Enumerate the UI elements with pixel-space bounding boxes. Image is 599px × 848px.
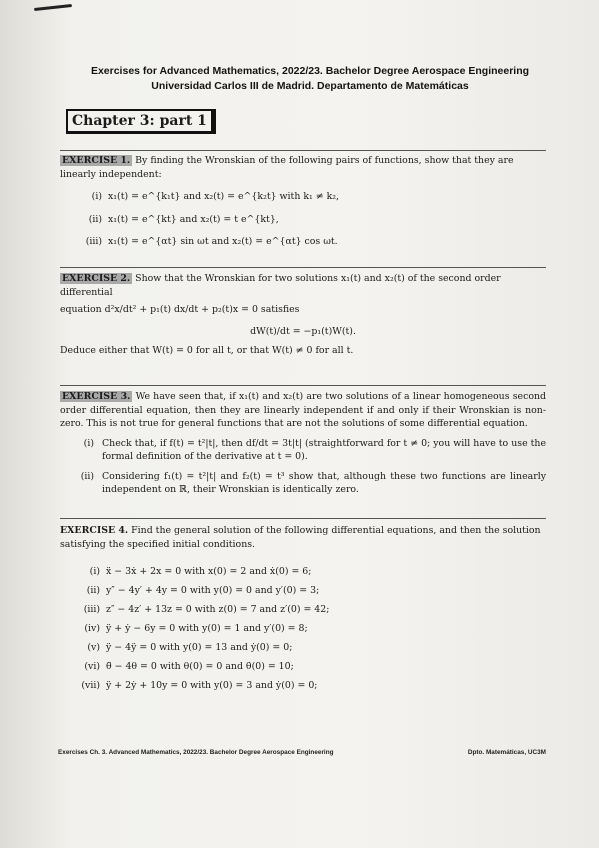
document-header xyxy=(70,64,550,94)
exercise-3-intro xyxy=(60,390,546,431)
item-text: ÿ − 4ÿ = 0 with y(0) = 13 and ẏ(0) = 0; xyxy=(106,642,293,653)
item-label: (iii) xyxy=(85,236,102,247)
item-text: ÿ + ẏ − 6y = 0 with y(0) = 1 and y′(0) = 8; xyxy=(106,623,308,634)
list-item xyxy=(60,600,546,619)
exercise-4-tag: EXERCISE 4. xyxy=(60,525,129,536)
list-item xyxy=(60,676,546,695)
item-label: (iii) xyxy=(83,604,100,615)
exercise-3 xyxy=(60,390,546,503)
exercise-2-conclusion: Deduce either that W(t) = 0 for all t, or that W(t) ≠ 0 for all t. xyxy=(60,345,354,356)
list-item xyxy=(60,638,546,657)
exercise-4-list xyxy=(60,562,546,695)
item-text: x₁(t) = e^{k₁t} and x₂(t) = e^{k₂t} with k₁ ≠ k₂, xyxy=(108,191,340,202)
exercise-1-tag: EXERCISE 1. xyxy=(62,155,131,166)
item-label: (v) xyxy=(87,642,100,653)
item-text: y″ − 4y′ + 4y = 0 with y(0) = 0 and y′(0) = 3; xyxy=(106,585,320,596)
divider xyxy=(60,150,546,151)
exercise-2-tag: EXERCISE 2. xyxy=(62,273,131,284)
item-text: Check that, if f(t) = t²|t|, then df/dt = 3t|t| (straightforward for t ≠ 0; you will have to use the formal definition of the derivative at t = 0). xyxy=(102,437,546,462)
list-item xyxy=(60,581,546,600)
exercise-4 xyxy=(60,524,546,551)
item-label: (i) xyxy=(83,437,94,449)
exercise-2-equation-line xyxy=(60,303,546,317)
item-text: z″ − 4z′ + 13z = 0 with z(0) = 7 and z′(0) = 42; xyxy=(106,604,330,615)
exercise-3-text: We have seen that, if x₁(t) and x₂(t) are two solutions of a linear homogeneous second order differential equation, then they are linearly independent if and only if their Wronskian is non-zero. This is not true for general functions that are not the solutions of some differential equation. xyxy=(60,391,546,429)
differential-equation: d²x/dt² + p₁(t) dx/dt + p₂(t)x = 0 satisfies xyxy=(104,304,300,315)
exercise-2-intro xyxy=(60,272,546,299)
item-label: (vii) xyxy=(81,680,100,691)
list-item xyxy=(60,437,546,464)
pen-stroke-mark xyxy=(34,4,72,11)
list-item xyxy=(60,470,546,497)
list-item xyxy=(60,213,546,227)
exercise-1 xyxy=(60,154,546,253)
item-text: x₁(t) = e^{kt} and x₂(t) = t e^{kt}, xyxy=(108,213,279,225)
footer-left: Exercises Ch. 3. Advanced Mathematics, 2022/23. Bachelor Degree Aerospace Engineering xyxy=(58,749,334,756)
header-line-1: Exercises for Advanced Mathematics, 2022/23. Bachelor Degree Aerospace Engineering xyxy=(90,65,530,77)
item-text: ÿ + 2ẏ + 10y = 0 with y(0) = 3 and ẏ(0) = 0; xyxy=(106,680,318,691)
item-label: (ii) xyxy=(80,470,94,482)
exercise-4-intro xyxy=(60,524,546,551)
item-label: (iv) xyxy=(84,623,100,634)
list-item xyxy=(60,619,546,638)
item-text: θ̈ − 4θ = 0 with θ(0) = 0 and θ̇(0) = 10; xyxy=(106,661,294,672)
item-label: (i) xyxy=(89,566,100,577)
list-item xyxy=(60,235,546,249)
exercise-1-intro xyxy=(60,154,546,181)
divider xyxy=(60,518,546,519)
divider xyxy=(60,267,546,268)
divider xyxy=(60,385,546,386)
list-item xyxy=(60,562,546,581)
wronskian-identity: dW(t)/dt = −p₁(t)W(t). xyxy=(250,325,356,337)
document-footer xyxy=(58,749,546,756)
footer-right: Dpto. Matemáticas, UC3M xyxy=(467,749,546,756)
equation-label: equation xyxy=(60,304,102,315)
item-label: (i) xyxy=(91,191,102,202)
item-text: Considering f₁(t) = t²|t| and f₂(t) = t³ show that, although these two functions are linearly independent on ℝ, their Wronskian is identically zero. xyxy=(102,470,546,495)
item-label: (ii) xyxy=(86,585,100,596)
chapter-title: Chapter 3: part 1 xyxy=(66,109,216,134)
list-item xyxy=(60,657,546,676)
exercise-2-text: Show that the Wronskian for two solutions x₁(t) and x₂(t) of the second order differential xyxy=(60,273,501,298)
item-text: ẍ − 3ẋ + 2x = 0 with x(0) = 2 and ẋ(0) = 6; xyxy=(106,566,312,577)
item-text: x₁(t) = e^{αt} sin ωt and x₂(t) = e^{αt} cos ωt. xyxy=(108,236,338,247)
list-item xyxy=(60,190,546,204)
exercise-3-tag: EXERCISE 3. xyxy=(62,391,131,402)
exercise-4-text: Find the general solution of the following differential equations, and then the solution satisfying the specified initial conditions. xyxy=(60,525,541,550)
exercise-1-text: By finding the Wronskian of the following pairs of functions, show that they are linearly independent: xyxy=(60,155,514,180)
item-label: (ii) xyxy=(88,213,102,225)
header-line-2: Universidad Carlos III de Madrid. Departamento de Matemáticas xyxy=(151,80,469,92)
exercise-2 xyxy=(60,272,546,358)
item-label: (vi) xyxy=(84,661,100,672)
